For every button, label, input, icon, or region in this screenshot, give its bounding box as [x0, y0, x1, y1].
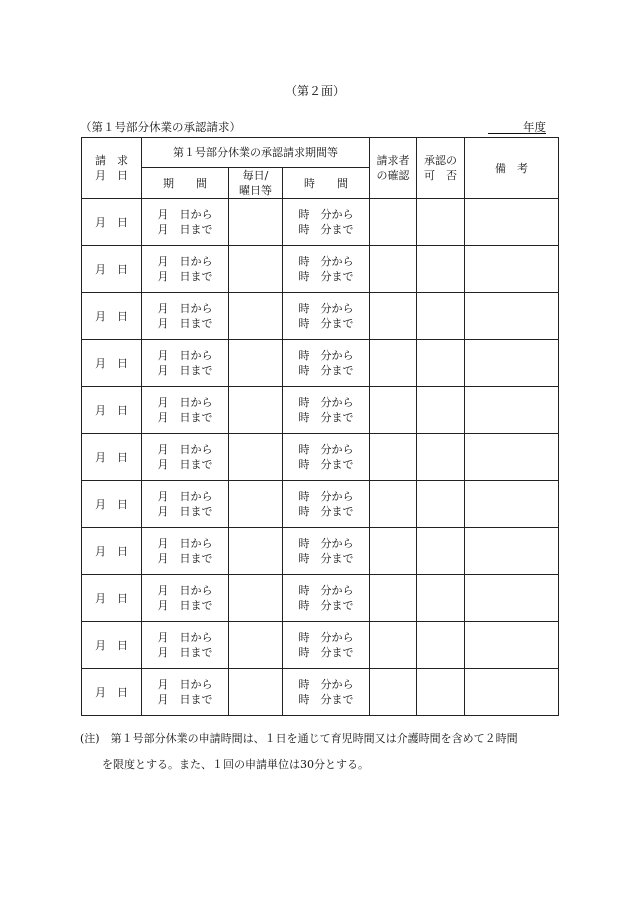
header-approval: 承認の 可 否 [417, 138, 465, 199]
time-cell[interactable] [283, 481, 370, 528]
approval-cell[interactable] [417, 434, 465, 481]
time-from-text: 時 分から [298, 490, 354, 503]
time-cell[interactable] [283, 622, 370, 669]
requester-confirmation-cell[interactable] [370, 293, 417, 340]
daily-weekday-cell[interactable] [229, 340, 283, 387]
requester-confirmation-cell[interactable] [370, 340, 417, 387]
period-cell[interactable] [142, 293, 229, 340]
remarks-cell[interactable] [465, 622, 559, 669]
time-from-text: 時 分から [298, 584, 354, 597]
daily-weekday-cell[interactable] [229, 528, 283, 575]
period-cell[interactable] [142, 575, 229, 622]
remarks-cell[interactable] [465, 528, 559, 575]
fiscal-year-field [488, 119, 546, 134]
time-to-text: 時 分まで [298, 364, 354, 377]
table-row [82, 528, 559, 575]
approval-cell[interactable] [417, 481, 465, 528]
header-request-date: 請 求 月 日 [82, 138, 142, 199]
request-date-text: 月 日 [95, 309, 128, 323]
time-from-text: 時 分から [298, 631, 354, 644]
period-to-text: 月 日まで [157, 693, 213, 706]
time-to-text: 時 分まで [298, 505, 354, 518]
time-cell[interactable] [283, 669, 370, 716]
daily-weekday-cell[interactable] [229, 622, 283, 669]
time-from-text: 時 分から [298, 208, 354, 221]
request-date-text: 月 日 [95, 497, 128, 511]
time-from-text: 時 分から [298, 678, 354, 691]
request-date-cell[interactable] [82, 246, 142, 293]
daily-weekday-cell[interactable] [229, 199, 283, 246]
time-to-text: 時 分まで [298, 646, 354, 659]
header-daily-weekday: 毎日/ 曜日等 [229, 168, 283, 199]
period-to-text: 月 日まで [157, 411, 213, 424]
remarks-cell[interactable] [465, 575, 559, 622]
table-row [82, 669, 559, 716]
header-remarks: 備 考 [465, 138, 559, 199]
table-row [82, 434, 559, 481]
daily-weekday-cell[interactable] [229, 481, 283, 528]
remarks-cell[interactable] [465, 669, 559, 716]
period-cell[interactable] [142, 199, 229, 246]
period-cell[interactable] [142, 340, 229, 387]
period-from-text: 月 日から [157, 631, 213, 644]
daily-weekday-cell[interactable] [229, 387, 283, 434]
time-from-text: 時 分から [298, 396, 354, 409]
period-cell[interactable] [142, 246, 229, 293]
request-date-text: 月 日 [95, 356, 128, 370]
requester-confirmation-cell[interactable] [370, 434, 417, 481]
time-cell[interactable] [283, 575, 370, 622]
request-date-cell[interactable] [82, 340, 142, 387]
time-from-text: 時 分から [298, 349, 354, 362]
time-cell[interactable] [283, 387, 370, 434]
period-cell[interactable] [142, 669, 229, 716]
header-period: 期 間 [142, 168, 229, 199]
remarks-cell[interactable] [465, 387, 559, 434]
period-cell[interactable] [142, 434, 229, 481]
time-from-text: 時 分から [298, 255, 354, 268]
request-date-cell[interactable] [82, 434, 142, 481]
time-cell[interactable] [283, 293, 370, 340]
page-number-label: （第２面） [284, 84, 345, 98]
request-date-cell[interactable] [82, 481, 142, 528]
requester-confirmation-cell[interactable] [370, 387, 417, 434]
approval-cell[interactable] [417, 622, 465, 669]
table-row [82, 387, 559, 434]
period-to-text: 月 日まで [157, 505, 213, 518]
requester-confirmation-cell[interactable] [370, 575, 417, 622]
requester-confirmation-cell[interactable] [370, 199, 417, 246]
remarks-cell[interactable] [465, 293, 559, 340]
footnote-line-1: 第１号部分休業の申請時間は、１日を通じて育児時間又は介護時間を含めて２時間 [110, 732, 518, 745]
table-row [82, 246, 559, 293]
footnote-label: (注) [80, 732, 100, 745]
period-to-text: 月 日まで [157, 458, 213, 471]
table-row [82, 622, 559, 669]
time-to-text: 時 分まで [298, 599, 354, 612]
header-request-period-group: 第１号部分休業の承認請求期間等 [142, 138, 370, 168]
table-row [82, 199, 559, 246]
header-requester-confirmation: 請求者 の確認 [370, 138, 417, 199]
remarks-cell[interactable] [465, 481, 559, 528]
request-date-text: 月 日 [95, 450, 128, 464]
period-from-text: 月 日から [157, 490, 213, 503]
daily-weekday-cell[interactable] [229, 246, 283, 293]
request-date-cell[interactable] [82, 622, 142, 669]
period-to-text: 月 日まで [157, 599, 213, 612]
period-from-text: 月 日から [157, 255, 213, 268]
remarks-cell[interactable] [465, 434, 559, 481]
approval-cell[interactable] [417, 340, 465, 387]
period-from-text: 月 日から [157, 443, 213, 456]
time-to-text: 時 分まで [298, 458, 354, 471]
request-date-text: 月 日 [95, 638, 128, 652]
request-date-cell[interactable] [82, 528, 142, 575]
request-date-cell[interactable] [82, 575, 142, 622]
approval-cell[interactable] [417, 199, 465, 246]
table-row [82, 481, 559, 528]
table-row [82, 340, 559, 387]
period-from-text: 月 日から [157, 396, 213, 409]
requester-confirmation-cell[interactable] [370, 528, 417, 575]
approval-cell[interactable] [417, 387, 465, 434]
period-to-text: 月 日まで [157, 223, 213, 236]
request-date-cell[interactable] [82, 293, 142, 340]
table-row [82, 293, 559, 340]
approval-request-table [81, 137, 559, 716]
time-to-text: 時 分まで [298, 693, 354, 706]
requester-confirmation-cell[interactable] [370, 481, 417, 528]
time-to-text: 時 分まで [298, 317, 354, 330]
period-to-text: 月 日まで [157, 317, 213, 330]
time-cell[interactable] [283, 340, 370, 387]
period-from-text: 月 日から [157, 537, 213, 550]
approval-cell[interactable] [417, 669, 465, 716]
time-cell[interactable] [283, 199, 370, 246]
requester-confirmation-cell[interactable] [370, 246, 417, 293]
request-date-cell[interactable] [82, 199, 142, 246]
daily-weekday-cell[interactable] [229, 575, 283, 622]
requester-confirmation-cell[interactable] [370, 669, 417, 716]
time-from-text: 時 分から [298, 443, 354, 456]
time-cell[interactable] [283, 246, 370, 293]
requester-confirmation-cell[interactable] [370, 622, 417, 669]
period-to-text: 月 日まで [157, 552, 213, 565]
period-from-text: 月 日から [157, 208, 213, 221]
daily-weekday-cell[interactable] [229, 434, 283, 481]
period-cell[interactable] [142, 622, 229, 669]
period-to-text: 月 日まで [157, 364, 213, 377]
request-date-text: 月 日 [95, 591, 128, 605]
time-from-text: 時 分から [298, 302, 354, 315]
footnote [80, 726, 560, 778]
request-date-text: 月 日 [95, 215, 128, 229]
period-to-text: 月 日まで [157, 270, 213, 283]
period-to-text: 月 日まで [157, 646, 213, 659]
period-cell[interactable] [142, 528, 229, 575]
remarks-cell[interactable] [465, 340, 559, 387]
request-date-cell[interactable] [82, 387, 142, 434]
period-cell[interactable] [142, 387, 229, 434]
approval-cell[interactable] [417, 528, 465, 575]
time-from-text: 時 分から [298, 537, 354, 550]
period-cell[interactable] [142, 481, 229, 528]
daily-weekday-cell[interactable] [229, 293, 283, 340]
period-from-text: 月 日から [157, 678, 213, 691]
request-date-text: 月 日 [95, 544, 128, 558]
footnote-line-2: を限度とする。また、１回の申請単位は30分とする。 [102, 758, 369, 771]
period-from-text: 月 日から [157, 584, 213, 597]
time-to-text: 時 分まで [298, 223, 354, 236]
time-to-text: 時 分まで [298, 270, 354, 283]
time-to-text: 時 分まで [298, 411, 354, 424]
daily-weekday-cell[interactable] [229, 669, 283, 716]
request-date-text: 月 日 [95, 403, 128, 417]
time-cell[interactable] [283, 528, 370, 575]
period-from-text: 月 日から [157, 349, 213, 362]
period-from-text: 月 日から [157, 302, 213, 315]
request-date-text: 月 日 [95, 262, 128, 276]
table-row [82, 575, 559, 622]
fiscal-year-label: 年度 [523, 120, 546, 134]
request-date-cell[interactable] [82, 669, 142, 716]
request-date-text: 月 日 [95, 685, 128, 699]
approval-cell[interactable] [417, 575, 465, 622]
time-to-text: 時 分まで [298, 552, 354, 565]
time-cell[interactable] [283, 434, 370, 481]
remarks-cell[interactable] [465, 199, 559, 246]
approval-cell[interactable] [417, 246, 465, 293]
header-time: 時 間 [283, 168, 370, 199]
form-title: （第１号部分休業の承認請求） [80, 120, 241, 134]
approval-cell[interactable] [417, 293, 465, 340]
remarks-cell[interactable] [465, 246, 559, 293]
